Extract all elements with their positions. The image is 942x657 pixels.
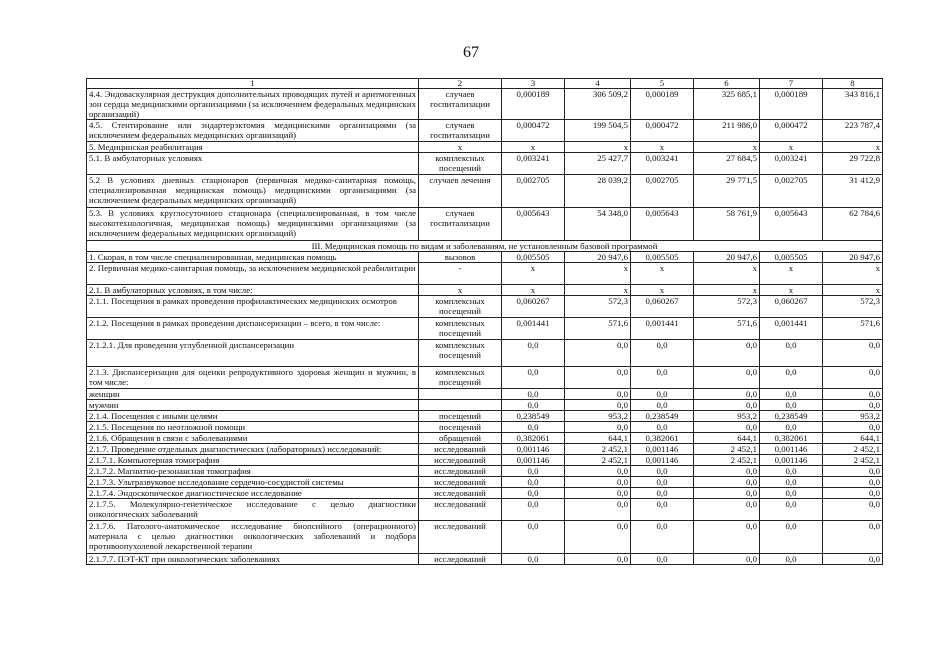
row-value-cell: 953,2 <box>694 411 760 422</box>
row-value-cell: 0,0 <box>565 466 631 477</box>
row-unit-cell: комплексных посещений <box>419 367 502 389</box>
table-body <box>87 79 883 565</box>
table-row <box>87 285 883 296</box>
row-value-cell: 2 452,1 <box>823 455 883 466</box>
row-name-cell: 5.3. В условиях круглосуточного стационара (специализированная, в том числе высокотехнологичная, медицинская помощь) медицинскими организациями (за исключением федеральных медицинских организаций) <box>87 208 419 241</box>
row-value-cell: 2 452,1 <box>694 455 760 466</box>
row-value-cell: 0,0 <box>502 367 565 389</box>
row-name-cell: 2.1.5. Посещения по неотложной помощи <box>87 422 419 433</box>
tariff-table <box>86 78 883 565</box>
row-unit-cell: посещений <box>419 422 502 433</box>
row-unit-cell <box>419 389 502 400</box>
row-value-cell: 0,0 <box>694 488 760 499</box>
row-name-cell: 2.1.1. Посещения в рамках проведения профилактических медицинских осмотров <box>87 296 419 318</box>
row-name-cell: 5. Медицинская реабилитация <box>87 142 419 153</box>
row-value-cell: 0,0 <box>823 488 883 499</box>
row-value-cell: 0,0 <box>823 499 883 521</box>
row-unit-cell: случаев госпитализации <box>419 89 502 120</box>
row-value-cell: 54 348,0 <box>565 208 631 241</box>
header-cell: 7 <box>760 79 823 89</box>
row-value-cell: 2 452,1 <box>694 444 760 455</box>
table-row <box>87 554 883 565</box>
row-unit-cell: исследований <box>419 499 502 521</box>
row-unit-cell: комплексных посещений <box>419 296 502 318</box>
row-value-cell: 0,000472 <box>502 120 565 142</box>
row-value-cell: 0,0 <box>694 340 760 367</box>
row-unit-cell: случаев госпитализации <box>419 208 502 241</box>
table-row <box>87 433 883 444</box>
row-value-cell: 29 722,8 <box>823 153 883 175</box>
row-value-cell: 0,000189 <box>631 89 694 120</box>
row-name-cell: 2.1.7. Проведение отдельных диагностических (лабораторных) исследований: <box>87 444 419 455</box>
header-cell: 6 <box>694 79 760 89</box>
row-unit-cell: исследований <box>419 466 502 477</box>
row-value-cell: 0,0 <box>502 521 565 554</box>
row-value-cell: 0,0 <box>760 422 823 433</box>
row-value-cell: 0,0 <box>502 477 565 488</box>
table-row <box>87 318 883 340</box>
row-value-cell: 20 947,6 <box>694 252 760 263</box>
row-name-cell: 2. Первичная медико-санитарная помощь, за исключением медицинской реабилитации <box>87 263 419 285</box>
table-row <box>87 340 883 367</box>
row-value-cell: x <box>565 285 631 296</box>
row-value-cell: 0,0 <box>631 400 694 411</box>
row-value-cell: 571,6 <box>823 318 883 340</box>
row-value-cell: 0,0 <box>502 488 565 499</box>
row-value-cell: 0,060267 <box>760 296 823 318</box>
row-value-cell: 0,001146 <box>631 444 694 455</box>
row-unit-cell: - <box>419 263 502 285</box>
row-value-cell: 0,0 <box>565 422 631 433</box>
table-row <box>87 89 883 120</box>
row-value-cell: 0,0 <box>823 521 883 554</box>
row-value-cell: 0,0 <box>565 554 631 565</box>
row-value-cell: 0,001146 <box>502 444 565 455</box>
row-value-cell: 0,001146 <box>760 444 823 455</box>
row-value-cell: 0,0 <box>823 477 883 488</box>
row-value-cell: 0,0 <box>631 422 694 433</box>
row-value-cell: 0,0 <box>694 466 760 477</box>
row-unit-cell: исследований <box>419 554 502 565</box>
row-value-cell: 0,0 <box>565 499 631 521</box>
row-value-cell: 0,238549 <box>502 411 565 422</box>
row-value-cell: 0,0 <box>823 466 883 477</box>
row-value-cell: 0,0 <box>760 367 823 389</box>
row-name-cell: 2.1.7.3. Ультразвуковое исследование сердечно-сосудистой системы <box>87 477 419 488</box>
row-unit-cell <box>419 400 502 411</box>
row-value-cell: x <box>565 142 631 153</box>
row-value-cell: 0,0 <box>760 389 823 400</box>
header-cell: 8 <box>823 79 883 89</box>
row-unit-cell: исследований <box>419 455 502 466</box>
row-value-cell: 0,001146 <box>760 455 823 466</box>
row-value-cell: 20 947,6 <box>823 252 883 263</box>
row-unit-cell: исследований <box>419 488 502 499</box>
row-value-cell: 223 787,4 <box>823 120 883 142</box>
row-value-cell: 0,382061 <box>760 433 823 444</box>
row-unit-cell: посещений <box>419 411 502 422</box>
row-value-cell: 0,003241 <box>760 153 823 175</box>
row-unit-cell: x <box>419 285 502 296</box>
table-row <box>87 477 883 488</box>
row-value-cell: 0,238549 <box>631 411 694 422</box>
row-unit-cell: случаев госпитализации <box>419 120 502 142</box>
row-value-cell: 0,0 <box>694 400 760 411</box>
row-unit-cell: x <box>419 142 502 153</box>
table-row <box>87 455 883 466</box>
table-row <box>87 466 883 477</box>
row-value-cell: 0,001441 <box>502 318 565 340</box>
row-value-cell: 0,005505 <box>502 252 565 263</box>
row-value-cell: 0,0 <box>823 422 883 433</box>
row-value-cell: 0,0 <box>565 389 631 400</box>
table-row <box>87 422 883 433</box>
row-value-cell: 0,0 <box>760 340 823 367</box>
row-value-cell: 0,0 <box>760 477 823 488</box>
table-row <box>87 367 883 389</box>
row-value-cell: 20 947,6 <box>565 252 631 263</box>
section-row <box>87 241 883 252</box>
table-row <box>87 120 883 142</box>
row-value-cell: 0,005505 <box>760 252 823 263</box>
row-value-cell: 0,003241 <box>502 153 565 175</box>
row-value-cell: 0,0 <box>694 367 760 389</box>
row-value-cell: 0,0 <box>565 340 631 367</box>
row-value-cell: 953,2 <box>565 411 631 422</box>
row-value-cell: x <box>760 142 823 153</box>
header-cell: 2 <box>419 79 502 89</box>
row-value-cell: 0,002705 <box>502 175 565 208</box>
row-name-cell: 2.1.6. Обращения в связи с заболеваниями <box>87 433 419 444</box>
row-value-cell: 0,0 <box>823 367 883 389</box>
row-value-cell: 0,0 <box>823 400 883 411</box>
page-number: 67 <box>463 44 479 61</box>
row-value-cell: 211 986,0 <box>694 120 760 142</box>
row-value-cell: 2 452,1 <box>565 444 631 455</box>
row-value-cell: 0,005505 <box>631 252 694 263</box>
row-value-cell: 0,0 <box>502 554 565 565</box>
row-value-cell: 0,0 <box>565 367 631 389</box>
row-value-cell: 0,0 <box>694 554 760 565</box>
table-row <box>87 400 883 411</box>
row-value-cell: 325 685,1 <box>694 89 760 120</box>
row-value-cell: 0,0 <box>823 340 883 367</box>
row-value-cell: x <box>694 263 760 285</box>
table-row <box>87 175 883 208</box>
row-value-cell: 0,002705 <box>760 175 823 208</box>
row-unit-cell: комплексных посещений <box>419 153 502 175</box>
row-value-cell: 29 771,5 <box>694 175 760 208</box>
row-value-cell: 0,0 <box>694 389 760 400</box>
row-name-cell: женщин <box>87 389 419 400</box>
row-name-cell: 2.1.7.2. Магнитно-резонансная томография <box>87 466 419 477</box>
row-value-cell: 0,001146 <box>502 455 565 466</box>
row-value-cell: x <box>565 263 631 285</box>
row-value-cell: 0,0 <box>760 521 823 554</box>
row-value-cell: 0,060267 <box>631 296 694 318</box>
row-value-cell: 0,000189 <box>502 89 565 120</box>
header-cell: 3 <box>502 79 565 89</box>
row-value-cell: 0,0 <box>631 477 694 488</box>
row-name-cell: 4.5. Стентирование или эндартерэктомия медицинскими организациями (за исключением федеральных медицинских организаций) <box>87 120 419 142</box>
row-value-cell: 28 039,2 <box>565 175 631 208</box>
row-unit-cell: вызовов <box>419 252 502 263</box>
row-value-cell: x <box>694 285 760 296</box>
row-unit-cell: комплексных посещений <box>419 340 502 367</box>
header-cell: 1 <box>87 79 419 89</box>
row-name-cell: 2.1.7.5. Молекулярно-генетическое исследование с целью диагностики онкологических заболеваний <box>87 499 419 521</box>
row-value-cell: 0,0 <box>760 499 823 521</box>
row-value-cell: 0,238549 <box>760 411 823 422</box>
table-row <box>87 499 883 521</box>
row-name-cell: 5.2 В условиях дневных стационаров (первичная медико-санитарная помощь, специализированная медицинская помощь) медицинскими организациями (за исключением федеральных медицинских организаций) <box>87 175 419 208</box>
row-value-cell: x <box>631 263 694 285</box>
row-value-cell: 2 452,1 <box>823 444 883 455</box>
row-value-cell: 31 412,9 <box>823 175 883 208</box>
row-value-cell: x <box>823 142 883 153</box>
row-value-cell: 0,0 <box>694 499 760 521</box>
table-row <box>87 296 883 318</box>
row-value-cell: 0,005643 <box>631 208 694 241</box>
table-row <box>87 411 883 422</box>
row-value-cell: 25 427,7 <box>565 153 631 175</box>
row-value-cell: 62 784,6 <box>823 208 883 241</box>
row-value-cell: 0,0 <box>760 400 823 411</box>
row-value-cell: 0,0 <box>565 477 631 488</box>
row-value-cell: 0,0 <box>631 521 694 554</box>
row-name-cell: 5.1. В амбулаторных условиях <box>87 153 419 175</box>
row-value-cell: 58 761,9 <box>694 208 760 241</box>
table-row <box>87 521 883 554</box>
row-value-cell: 0,0 <box>694 521 760 554</box>
row-value-cell: 0,0 <box>823 554 883 565</box>
row-value-cell: 0,0 <box>631 499 694 521</box>
row-value-cell: x <box>502 285 565 296</box>
row-value-cell: 0,0 <box>631 367 694 389</box>
row-value-cell: 0,000472 <box>760 120 823 142</box>
row-value-cell: x <box>694 142 760 153</box>
row-value-cell: 572,3 <box>565 296 631 318</box>
row-value-cell: 0,005643 <box>760 208 823 241</box>
table-row <box>87 488 883 499</box>
header-row <box>87 79 883 89</box>
table-row <box>87 389 883 400</box>
row-value-cell: x <box>502 263 565 285</box>
row-name-cell: 2.1.2. Посещения в рамках проведения диспансеризации – всего, в том числе: <box>87 318 419 340</box>
row-value-cell: 0,0 <box>565 488 631 499</box>
row-value-cell: 0,001146 <box>631 455 694 466</box>
row-value-cell: x <box>502 142 565 153</box>
row-value-cell: 0,0 <box>502 466 565 477</box>
row-name-cell: 2.1.3. Диспансеризация для оценки репродуктивного здоровья женщин и мужчин, в том числе: <box>87 367 419 389</box>
row-value-cell: 0,003241 <box>631 153 694 175</box>
row-value-cell: 0,0 <box>565 400 631 411</box>
row-value-cell: 0,0 <box>502 389 565 400</box>
table-row <box>87 263 883 285</box>
row-value-cell: 306 509,2 <box>565 89 631 120</box>
row-name-cell: 2.1. В амбулаторных условиях, в том числе: <box>87 285 419 296</box>
row-value-cell: 0,0 <box>694 422 760 433</box>
row-value-cell: 0,0 <box>760 554 823 565</box>
row-value-cell: x <box>631 285 694 296</box>
row-unit-cell: комплексных посещений <box>419 318 502 340</box>
row-value-cell: 0,0 <box>823 389 883 400</box>
table-row <box>87 252 883 263</box>
row-value-cell: 343 816,1 <box>823 89 883 120</box>
row-name-cell: 2.1.7.1. Компьютерная томография <box>87 455 419 466</box>
row-value-cell: 0,0 <box>694 477 760 488</box>
row-value-cell: 644,1 <box>694 433 760 444</box>
row-unit-cell: случаев лечения <box>419 175 502 208</box>
row-value-cell: x <box>760 263 823 285</box>
row-value-cell: 0,0 <box>631 340 694 367</box>
row-value-cell: 0,382061 <box>631 433 694 444</box>
row-value-cell: 644,1 <box>823 433 883 444</box>
row-name-cell: 4.4. Эндоваскулярная деструкция дополнительных проводящих путей и аритмогенных зон сердца медицинскими организациями (за исключением федеральных медицинских организаций) <box>87 89 419 120</box>
row-value-cell: 953,2 <box>823 411 883 422</box>
row-value-cell: 0,0 <box>502 400 565 411</box>
row-unit-cell: обращений <box>419 433 502 444</box>
row-value-cell: 0,0 <box>631 389 694 400</box>
row-unit-cell: исследований <box>419 444 502 455</box>
table-row <box>87 142 883 153</box>
row-value-cell: x <box>823 263 883 285</box>
row-value-cell: 0,0 <box>760 488 823 499</box>
row-value-cell: 0,0 <box>760 466 823 477</box>
row-value-cell: 0,0 <box>502 422 565 433</box>
row-value-cell: 0,382061 <box>502 433 565 444</box>
row-value-cell: x <box>631 142 694 153</box>
row-value-cell: 572,3 <box>823 296 883 318</box>
row-name-cell: 1. Скорая, в том числе специализированная, медицинская помощь <box>87 252 419 263</box>
table-row <box>87 208 883 241</box>
row-value-cell: 0,000472 <box>631 120 694 142</box>
row-value-cell: 0,060267 <box>502 296 565 318</box>
row-name-cell: 2.1.7.6. Патолого-анатомическое исследование биопсийного (операционного) материала с целью диагностики онкологических заболеваний и подбора противоопухолевой лекарственной терапии <box>87 521 419 554</box>
row-value-cell: 199 504,5 <box>565 120 631 142</box>
row-value-cell: 0,0 <box>502 340 565 367</box>
row-value-cell: 0,002705 <box>631 175 694 208</box>
header-cell: 4 <box>565 79 631 89</box>
row-value-cell: 2 452,1 <box>565 455 631 466</box>
row-value-cell: 0,000189 <box>760 89 823 120</box>
row-value-cell: 572,3 <box>694 296 760 318</box>
row-value-cell: 0,001441 <box>760 318 823 340</box>
table-row <box>87 444 883 455</box>
row-value-cell: 0,001441 <box>631 318 694 340</box>
row-value-cell: x <box>760 285 823 296</box>
row-name-cell: мужчин <box>87 400 419 411</box>
row-name-cell: 2.1.4. Посещения с иными целями <box>87 411 419 422</box>
row-value-cell: 0,0 <box>631 466 694 477</box>
row-unit-cell: исследований <box>419 477 502 488</box>
row-name-cell: 2.1.7.7. ПЭТ-КТ при онкологических заболеваниях <box>87 554 419 565</box>
row-value-cell: 571,6 <box>694 318 760 340</box>
row-unit-cell: исследований <box>419 521 502 554</box>
header-cell: 5 <box>631 79 694 89</box>
row-name-cell: 2.1.7.4. Эндоскопическое диагностическое исследование <box>87 488 419 499</box>
row-value-cell: 0,0 <box>565 521 631 554</box>
row-value-cell: x <box>823 285 883 296</box>
table-row <box>87 153 883 175</box>
row-value-cell: 0,0 <box>502 499 565 521</box>
section-title: III. Медицинская помощь по видам и заболеваниям, не установленным базовой программой <box>87 241 883 252</box>
row-value-cell: 0,0 <box>631 488 694 499</box>
row-value-cell: 0,0 <box>631 554 694 565</box>
row-name-cell: 2.1.2.1. Для проведения углубленной диспансеризации <box>87 340 419 367</box>
row-value-cell: 644,1 <box>565 433 631 444</box>
row-value-cell: 571,6 <box>565 318 631 340</box>
row-value-cell: 0,005643 <box>502 208 565 241</box>
row-value-cell: 27 684,5 <box>694 153 760 175</box>
